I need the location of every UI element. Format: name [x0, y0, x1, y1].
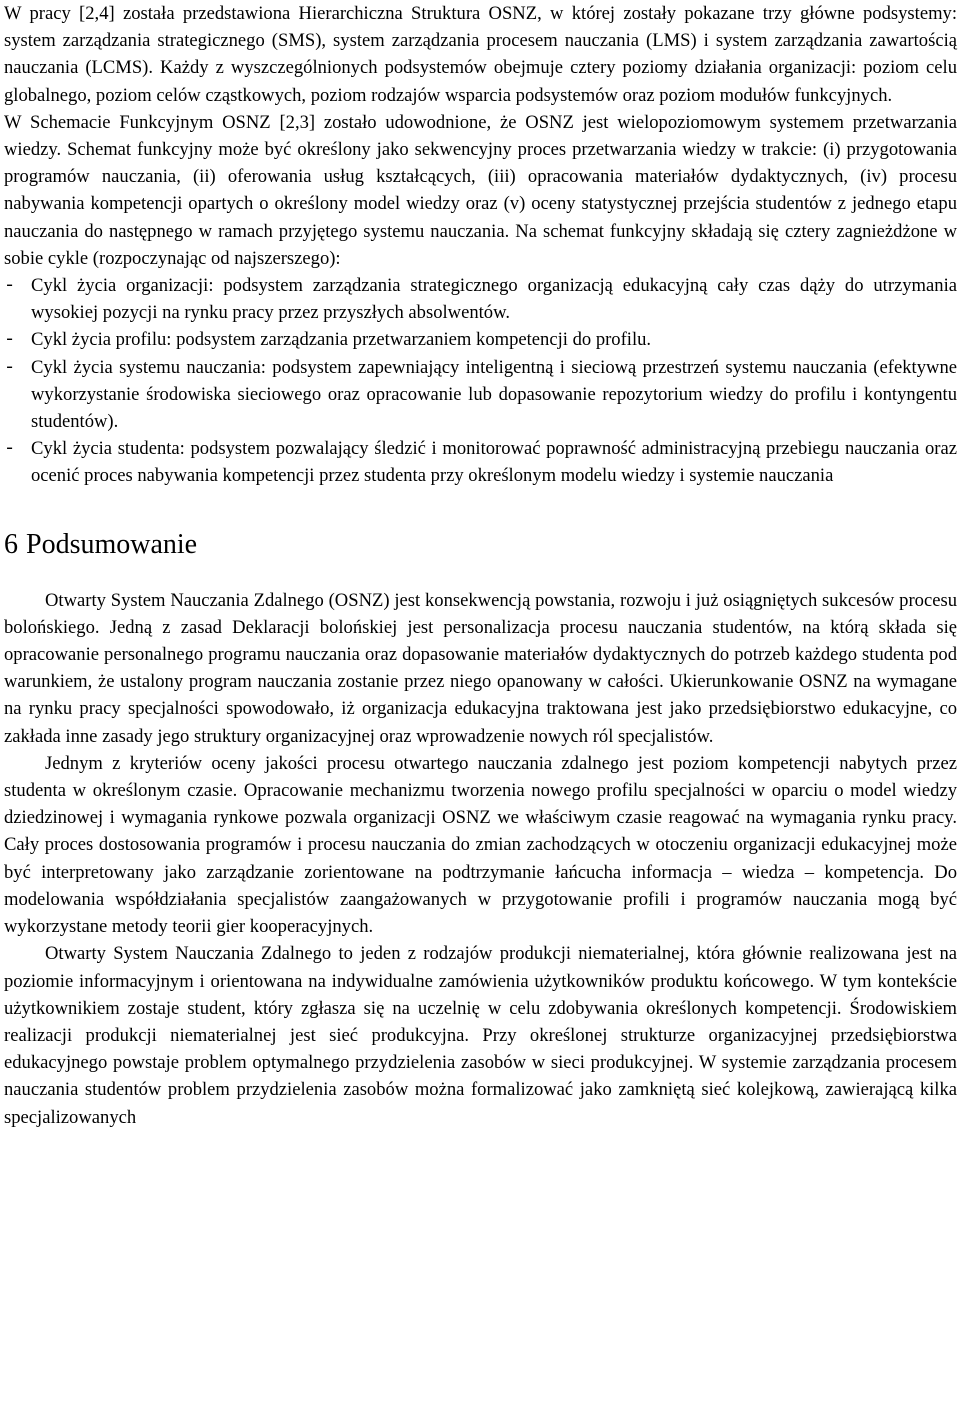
dash-bullet: -	[4, 329, 16, 351]
section-heading	[4, 527, 957, 563]
list-item	[4, 326, 957, 353]
cycles-list	[4, 272, 957, 490]
section-title: Podsumowanie	[26, 528, 198, 560]
document-page	[4, 0, 957, 1131]
dash-bullet: -	[4, 275, 16, 297]
dash-bullet: -	[4, 438, 16, 460]
paragraph-summary-1: Otwarty System Nauczania Zdalnego (OSNZ) jest konsekwencją powstania, rozwoju i już osiągniętych sukcesów procesu bolońskiego. Jedną z zasad Deklaracji bolońskiej jest personalizacja procesu nauczania studentów, na którą składa się opracowanie personalnego programu nauczania oraz dopasowanie materiałów dydaktycznych do potrzeb każdego studenta pod warunkiem, że ustalony program nauczania zostanie przez niego opanowany w całości. Ukierunkowanie OSNZ na wymagane na rynku pracy specjalności spowodowało, iż organizacja edukacyjna traktowana jest jako przedsiębiorstwo edukacyjne, co zakłada inne zasady jego struktury organizacyjnej oraz wprowadzenie nowych ról specjalistów.	[4, 589, 957, 747]
list-item	[4, 272, 957, 326]
list-item-text: Cykl życia profilu: podsystem zarządzania przetwarzaniem kompetencji do profilu.	[31, 329, 652, 351]
paragraph-hierarchical-structure: W pracy [2,4] została przedstawiona Hierarchiczna Struktura OSNZ, w której zostały pokazane trzy główne podsystemy: system zarządzania strategicznego (SMS), system zarządzania procesem nauczania (LMS) i system zarządzania zawartością nauczania (LCMS). Każdy z wyszczególnionych podsystemów obejmuje cztery poziomy działania organizacji: poziom celu globalnego, poziom celów cząstkowych, poziom rodzajów wsparcia podsystemów oraz poziom modułów funkcyjnych.	[4, 3, 957, 106]
list-item-text: Cykl życia organizacji: podsystem zarządzania strategicznego organizacją edukacyjną cały czas dąży do utrzymania wysokiej pozycji na rynku pracy przez przyszłych absolwentów.	[31, 275, 957, 324]
list-item	[4, 354, 957, 436]
list-item-text: Cykl życia studenta: podsystem pozwalający śledzić i monitorować poprawność administracyjną przebiegu nauczania oraz ocenić proces nabywania kompetencji przez studenta przy określonym modelu wiedzy i systemie nauczania	[31, 438, 957, 487]
paragraph-summary-3: Otwarty System Nauczania Zdalnego to jeden z rodzajów produkcji niematerialnej, która głównie realizowana jest na poziomie informacyjnym i orientowana na indywidualne zamówienia użytkowników produktu końcowego. W tym kontekście użytkownikiem zostaje student, który zgłasza się na uczelnię w celu zdobywania określonych kompetencji. Środowiskiem realizacji produkcji niematerialnej jest sieć produkcyjna. Przy określonej strukturze organizacyjnej przedsiębiorstwa edukacyjnego powstaje problem optymalnego przydzielenia zasobów w sieci produkcyjnej. W systemie zarządzania procesem nauczania studentów problem przydzielenia zasobów można formalizować jako zamkniętą sieć kolejkową, zawierającą kilka specjalizowanych	[4, 943, 957, 1128]
paragraph-functional-schema: W Schemacie Funkcyjnym OSNZ [2,3] zostało udowodnione, że OSNZ jest wielopoziomowym systemem przetwarzania wiedzy. Schemat funkcyjny może być określony jako sekwencyjny proces przetwarzania wiedzy w trakcie: (i) przygotowania programów nauczania, (ii) oferowania usług kształcących, (iii) opracowania materiałów dydaktycznych, (iv) procesu nabywania kompetencji opartych o określony model wiedzy oraz (v) oceny statystycznej przejścia studentów z jednego etapu nauczania do następnego w ramach przyjętego systemu nauczania. Na schemat funkcyjny składają się cztery zagnieżdżone w sobie cykle (rozpoczynając od najszerszego):	[4, 111, 957, 269]
paragraph-summary-2: Jednym z kryteriów oceny jakości procesu otwartego nauczania zdalnego jest poziom kompetencji nabytych przez studenta w określonym czasie. Opracowanie mechanizmu tworzenia nowego profilu specjalności w oparciu o model wiedzy dziedzinowej i wymagania rynkowe pozwala organizacji OSNZ we właściwym czasie reagować na wymagania rynku pracy. Cały proces dostosowania programów i procesu nauczania do zmian zachodzących w otoczeniu organizacji edukacyjnej może być interpretowany jako zarządzanie zorientowane na podtrzymanie łańcucha informacja – wiedza – kompetencja. Do modelowania współdziałania specjalistów zaangażowanych w przygotowanie profili i programów nauczania mogą być wykorzystane metody teorii gier kooperacyjnych.	[4, 752, 957, 938]
list-item-text: Cykl życia systemu nauczania: podsystem zapewniający inteligentną i sieciową przestrzeń systemu nauczania (efektywne wykorzystanie środowiska sieciowego oraz opracowanie lub dopasowanie repozytorium wiedzy do profilu i kontyngentu studentów).	[31, 356, 957, 433]
section-number: 6	[4, 528, 18, 560]
list-item	[4, 435, 957, 489]
dash-bullet: -	[4, 356, 16, 378]
